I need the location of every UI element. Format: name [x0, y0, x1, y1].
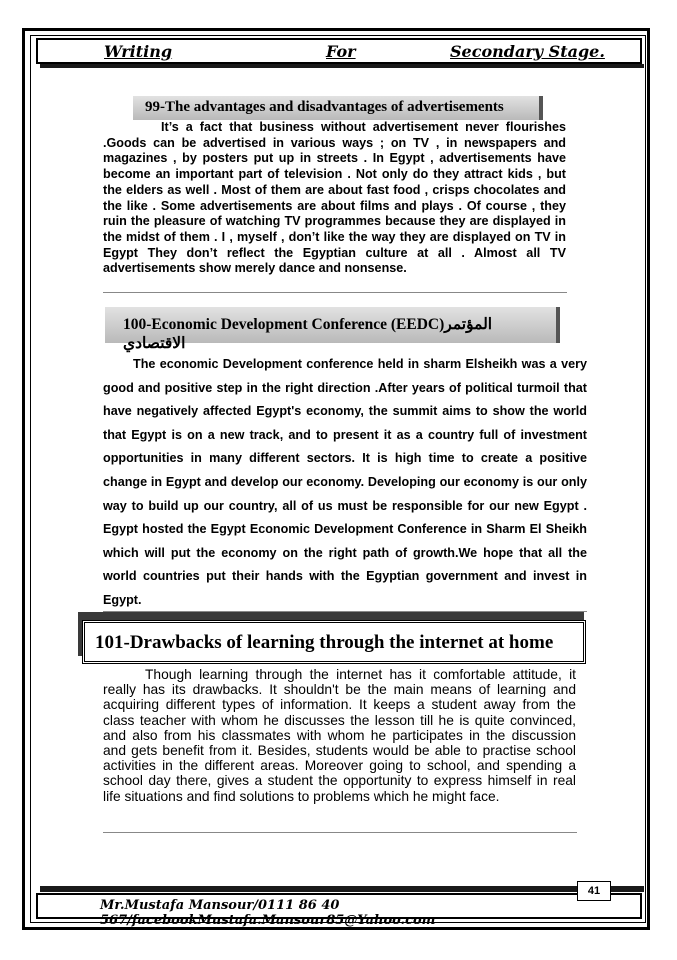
section-title-text: 100-Economic Development Conference (EEDC)المؤتمر الاقتصادي: [123, 316, 493, 352]
section-title-text: 99-The advantages and disadvantages of advertisements: [145, 99, 504, 115]
section-body-text: The economic Development conference held in sharm Elsheikh was a very good and positive step in the right direction .After years of political turmoil that have negatively affected Egypt's economy, the summit aims to show the world that Egypt is on a new track, and to present it as a country full of investment opportunities in many different sectors. It is high time to create a positive change in Egypt and develop our economy. Developing our economy is our only way to build up our country, all of us must be responsible for our new Egypt . Egypt hosted the Egypt Economic Development Conference in Sharm El Sheikh which will put the economy on the right path of growth.We hope that all the world countries put their hands with the Egyptian government and invest in Egypt.: [103, 357, 587, 607]
header-right: Secondary Stage.: [450, 42, 605, 61]
section-body-text: It’s a fact that business without advertisement never flourishes .Goods can be advertised in various ways ; on TV , in newspapers and magazines , by posters put up in streets . In Egypt , advertisements have become an important part of television . Not only do they attract kids , but the elders as well . Most of them are about fast food , crisps chocolates and the like . Some advertisements are about films and plays . Of course , they ruin the pleasure of watching TV programmes because they are displayed in the midst of them . I , myself , don’t like the way they are displayed on TV in Egypt They don’t reflect the Egyptian culture at all . Almost all TV advertisements show merely dance and nonsense.: [103, 120, 566, 276]
section-title-101: [82, 620, 586, 664]
section-title-text: 101-Drawbacks of learning through the internet at home: [95, 632, 554, 653]
page-number: 41: [577, 881, 611, 901]
section-body-101: [103, 667, 576, 804]
page-header: [36, 38, 642, 64]
header-left: Writing: [104, 42, 173, 61]
section-title-99: [133, 96, 543, 120]
divider: [103, 832, 577, 833]
section-body-100: [103, 353, 587, 613]
section-body-99: [103, 120, 566, 277]
header-center: For: [326, 42, 356, 61]
section-title-100: [105, 307, 560, 352]
footer-author: Mr.Mustafa Mansour/0111 86 40 567/facebookMustafa.Mansour85@Yahoo.com: [100, 898, 436, 928]
footer-shadow: [40, 886, 644, 892]
section-body-text: Though learning through the internet has it comfortable attitude, it really has its drawbacks. It shouldn't be the main means of learning and acquiring different types of information. It keeps a student away from the class teacher with whom he discusses the lesson till he is quite convinced, and also from his classmates with whom he participates in the discussion and gets benefit from it. Besides, students would be able to practise school activities in the different areas. Moreover going to school, and spending a school day there, gives a student the opportunity to express himself in real life situations and find solutions to problems which he might face.: [103, 667, 576, 804]
header-shadow: [40, 64, 644, 68]
page-footer: [36, 893, 642, 928]
divider: [103, 292, 567, 293]
